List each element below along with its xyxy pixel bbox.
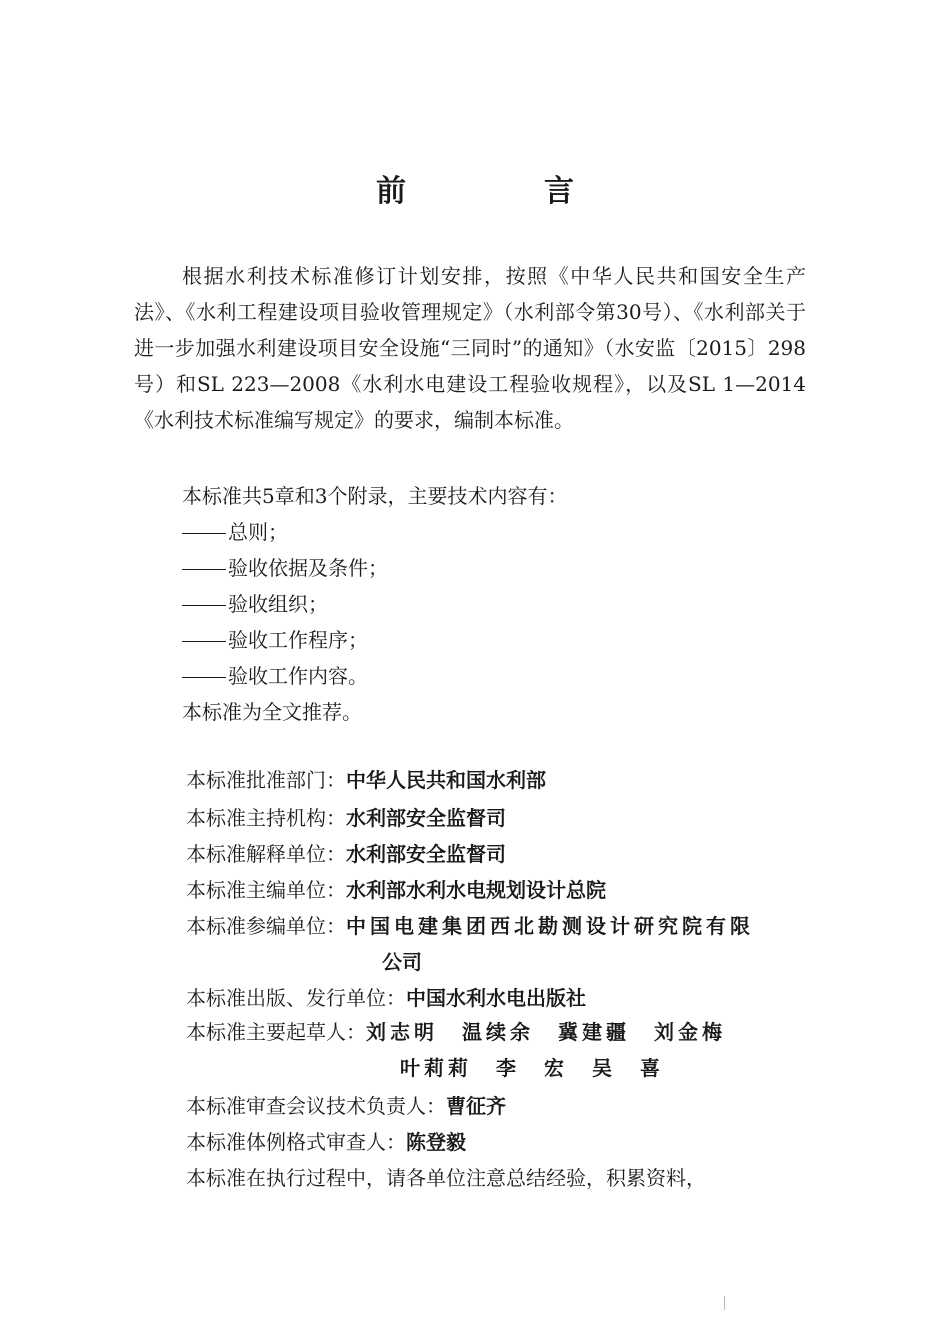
contents-intro: 本标准共5章和3个附录，主要技术内容有： — [182, 484, 568, 508]
approval-line: 本标准批准部门：中华人民共和国水利部 — [186, 768, 546, 792]
chief-editor-line: 本标准主编单位：水利部水利水电规划设计总院 — [186, 878, 606, 902]
participant-line-2: 公司 — [382, 950, 422, 974]
contents-item: 验收组织； — [182, 586, 328, 622]
contents-item: 总则； — [182, 514, 288, 550]
contents-item: 验收工作内容。 — [182, 658, 368, 694]
format-review-line: 本标准体例格式审查人：陈登毅 — [186, 1130, 466, 1154]
closing-line: 本标准在执行过程中，请各单位注意总结经验，积累资料， — [186, 1166, 706, 1190]
page-title: 前 言 — [376, 174, 628, 209]
host-line: 本标准主持机构：水利部安全监督司 — [186, 806, 506, 830]
publisher-line: 本标准出版、发行单位：中国水利水电出版社 — [186, 986, 586, 1010]
recommendation-text: 本标准为全文推荐。 — [182, 700, 362, 724]
scan-mark — [724, 1296, 725, 1310]
interpret-line: 本标准解释单位：水利部安全监督司 — [186, 842, 506, 866]
contents-item: 验收依据及条件； — [182, 550, 388, 586]
drafters-line: 本标准主要起草人：刘志明 温续余 冀建疆 刘金梅 — [186, 1020, 726, 1044]
participant-line: 本标准参编单位：中国电建集团西北勘测设计研究院有限 — [186, 914, 754, 938]
review-lead-line: 本标准审查会议技术负责人：曹征齐 — [186, 1094, 506, 1118]
intro-paragraph: 根据水利技术标准修订计划安排，按照《中华人民共和国安全生产法》、《水利工程建设项目验收管理规定》（水利部令第30号）、《水利部关于进一步加强水利建设项目安全设施“三同时”的通知》（水安监〔2015〕298号）和SL 223—2008《水利水电建设工程验收规程》，以及SL 1—2014《水利技术标准编写规定》的要求，编制本标准。 — [134, 264, 806, 432]
contents-item: 验收工作程序； — [182, 622, 368, 658]
drafters-line-2: 叶莉莉 李 宏 吴 喜 — [400, 1056, 664, 1080]
